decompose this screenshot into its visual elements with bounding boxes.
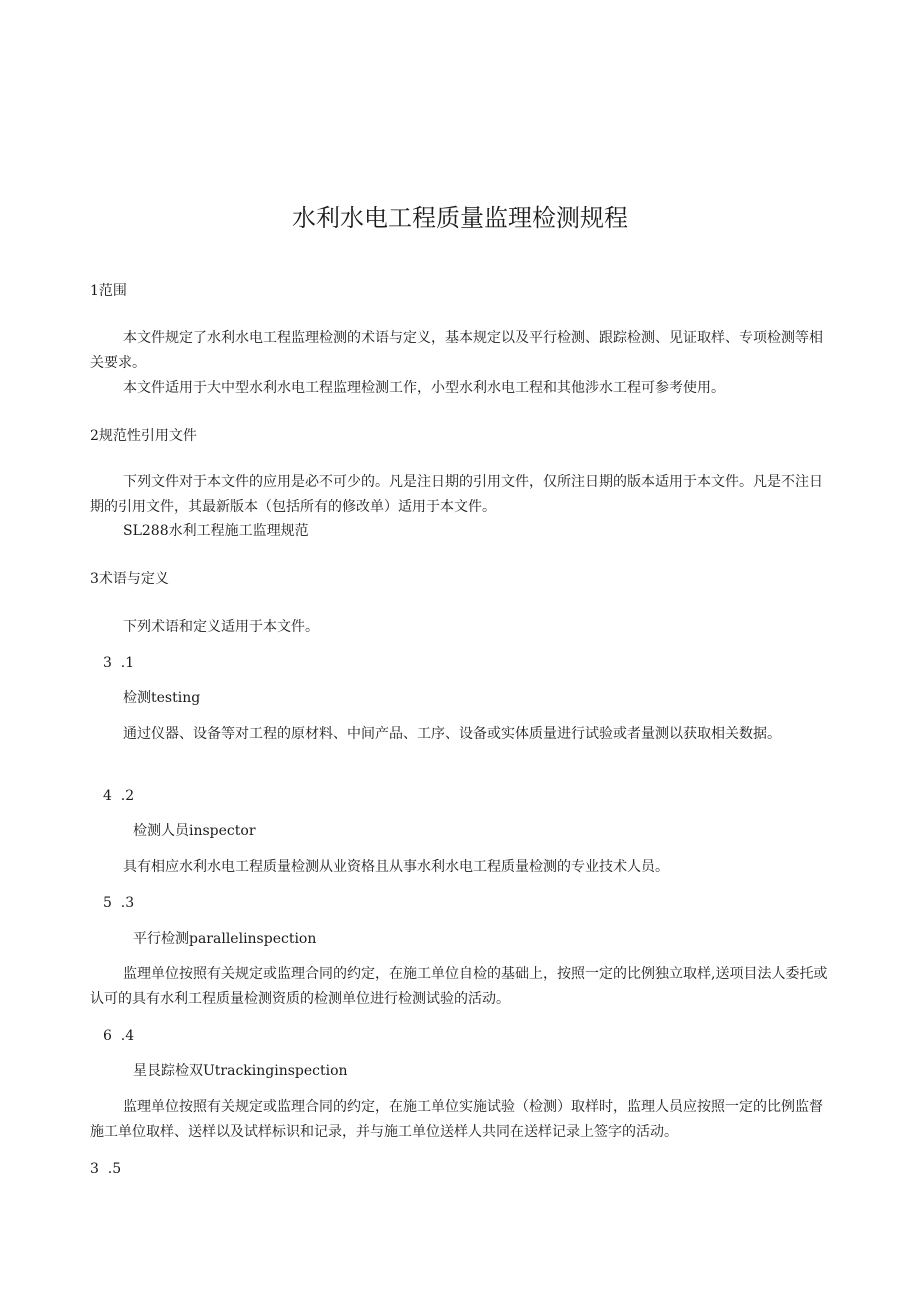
section-2-paragraph-1: 下列文件对于本文件的应用是必不可少的。凡是注日期的引用文件，仅所注日期的版本适用于本文件。凡是不注日期的引用文件，其最新版本（包括所有的修改单）适用于本文件。 (90, 474, 823, 515)
term-definition: 监理单位按照有关规定或监理合同的约定，在施工单位自检的基础上，按照一定的比例独立取样,送项目法人委托或认可的具有水利工程质量检测资质的检测单位进行检测试验的活动。 (90, 966, 828, 1007)
term-title: 平行检测parallelinspection (133, 931, 317, 947)
section-3-intro: 下列术语和定义适用于本文件。 (123, 619, 319, 635)
term-definition: 通过仪器、设备等对工程的原材料、中间产品、工序、设备或实体质量进行试验或者量测以获取相关数据。 (123, 726, 781, 742)
section-2-heading: 2规范性引用文件 (90, 428, 197, 444)
term-title: 检测人员inspector (133, 823, 256, 839)
term-title: 检测testing (123, 690, 201, 706)
term-number: 3 .1 (103, 655, 135, 671)
term-definition: 监理单位按照有关规定或监理合同的约定，在施工单位实施试验（检测）取样时，监理人员应按照一定的比例监督施工单位取样、送样以及试样标识和记录，并与施工单位送样人共同在送样记录上签字的活动。 (90, 1099, 823, 1140)
term-title: 星艮踪检双Utrackinginspection (133, 1063, 348, 1079)
section-2-reference-1: SL288水利工程施工监理规范 (123, 523, 309, 539)
term-number: 5 .3 (103, 895, 135, 911)
term-number: 6 .4 (103, 1028, 135, 1044)
term-definition: 具有相应水利水电工程质量检测从业资格且从事水利水电工程质量检测的专业技术人员。 (123, 859, 669, 875)
section-1-heading: 1范围 (90, 283, 127, 299)
section-1-paragraph-1: 本文件规定了水利水电工程监理检测的术语与定义，基本规定以及平行检测、跟踪检测、见证取样、专项检测等相关要求。 (90, 330, 823, 371)
section-3-heading: 3术语与定义 (90, 571, 169, 587)
term-number: 4 .2 (103, 788, 135, 804)
document-title: 水利水电工程质量监理检测规程 (292, 204, 628, 232)
term-number: 3 .5 (90, 1161, 122, 1177)
section-1-paragraph-2: 本文件适用于大中型水利水电工程监理检测工作，小型水利水电工程和其他涉水工程可参考使用。 (123, 380, 725, 396)
